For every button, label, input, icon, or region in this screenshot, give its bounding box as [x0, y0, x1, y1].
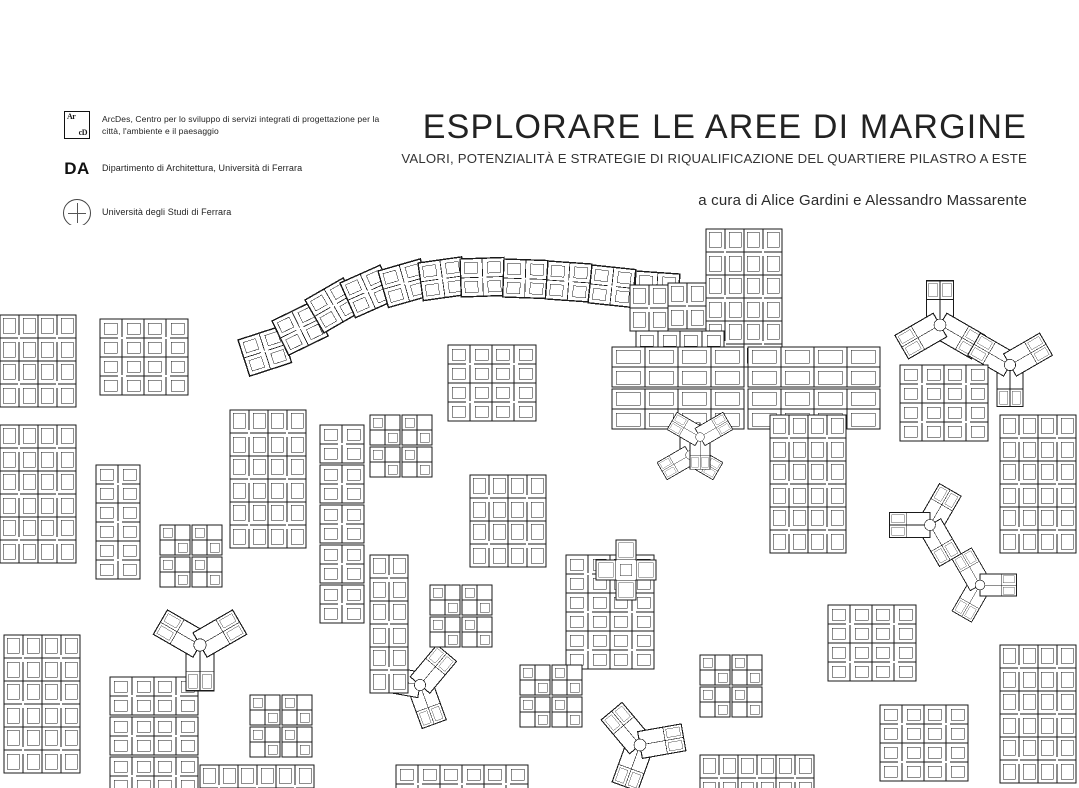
- page-title: ESPLORARE LE AREE DI MARGINE: [422, 108, 1027, 146]
- da-glyph-text: DA: [64, 159, 90, 178]
- logo-block: [62, 110, 392, 242]
- arcdes-logo-icon: [62, 110, 92, 140]
- logo-row-da: [62, 154, 392, 184]
- arcdes-glyph-line-2: cD: [78, 128, 87, 137]
- logo-row-unife: [62, 198, 392, 228]
- arcdes-label: ArcDes, Centro per lo sviluppo di servizi integrati di progettazione per la città, l'ambiente e il paesaggio: [102, 113, 380, 136]
- logo-row-arcdes: [62, 110, 392, 140]
- arcdes-glyph-line-1: Ar: [67, 112, 76, 121]
- architectural-site-plan: [0, 225, 1079, 788]
- editors-credit: a cura di Alice Gardini e Alessandro Massarente: [698, 191, 1027, 209]
- da-department-logo-icon: [62, 154, 92, 184]
- page-subtitle: VALORI, POTENZIALITÀ E STRATEGIE DI RIQUALIFICAZIONE DEL QUARTIERE PILASTRO A ESTE: [401, 150, 1027, 166]
- da-label: Dipartimento di Architettura, Università di Ferrara: [102, 163, 303, 174]
- title-block: [387, 110, 1027, 209]
- unife-label: Università degli Studi di Ferrara: [102, 207, 232, 218]
- unife-seal-icon: [62, 198, 92, 228]
